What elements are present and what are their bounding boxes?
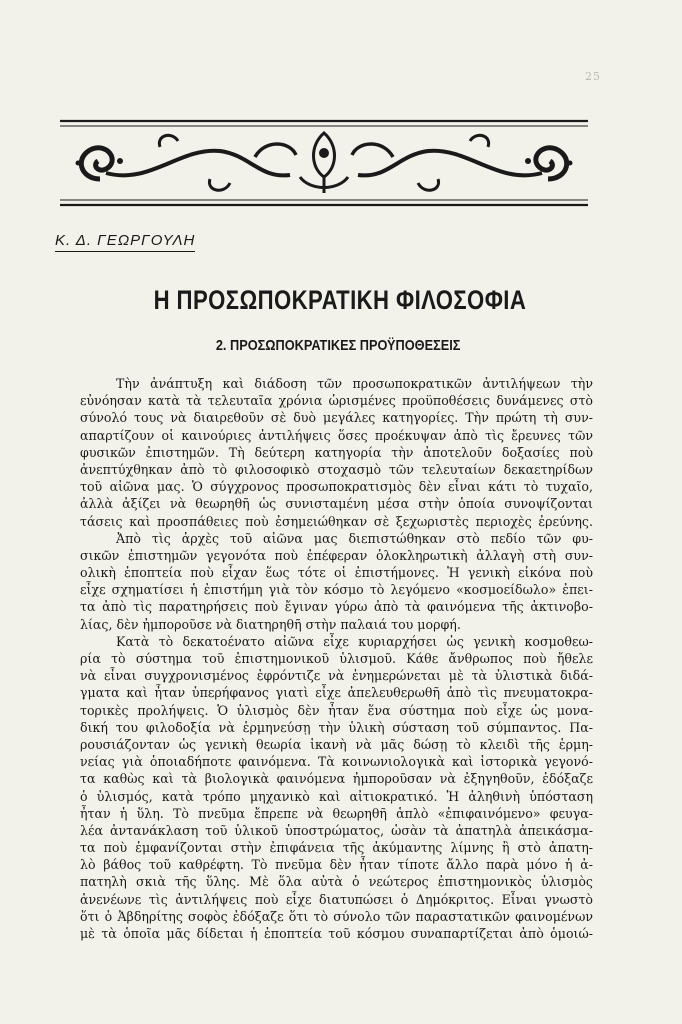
body-line: εἶχε σχηματίσει ἡ ἐπιστήμη γιὰ τὸν κόσμο τὸ λεγόμενο «κοσμοείδωλο» ἐπει- [80, 582, 593, 598]
body-line: ολικὴ ἐποπτεία ποὺ εἶχαν ἕως τότε οἱ ἐπιστήμονες. Ἡ γενικὴ εἰκόνα ποὺ [80, 565, 593, 581]
body-line: λίας, δὲν ἠμποροῦσε νὰ διατηρηθῆ στὴν παλαιά του μορφή. [80, 616, 461, 632]
body-line: νείας γιὰ ὁποιαδήποτε φαινόμενα. Τὰ κοινωνιολογικὰ καὶ ἱστορικὰ γεγονό- [80, 754, 593, 770]
article-title: Η ΠΡΟΣΩΠΟΚΡΑΤΙΚΗ ΦΙΛΟΣΟΦΙΑ [153, 285, 527, 315]
body-line: γματα καὶ ἦταν ὑπερήφανος γιατὶ εἶχε ἀπελευθερωθῆ ἀπὸ τὶς πνευματοκρα- [80, 685, 593, 701]
body-line: ὅτι ὁ Ἀβδηρίτης σοφὸς ἐδόξαζε ὅτι τὸ σύνολο τῶν παραστατικῶν φαινομένων [80, 908, 593, 924]
ornamental-header-icon [60, 117, 588, 209]
body-line: τα ἀπὸ τὶς παρατηρήσεις ποὺ ἔγιναν γύρω ἀπὸ τὰ φαινόμενα τῆς ἀκτινοβο- [80, 599, 593, 615]
body-line: τάσεις καὶ προσπάθειες ποὺ ἐσημειώθηκαν σὲ ξεχωριστὲς περιοχὲς ἐρεύνης. [80, 513, 593, 529]
body-line: Ἀπὸ τὶς ἀρχὲς τοῦ αἰῶνα μας διεπιστώθηκαν στὸ πεδίο τῶν φυ- [116, 530, 593, 546]
body-line: σύνολό τους νὰ διαιρεθοῦν σὲ δυὸ μεγάλες κατηγορίες. Τὴν πρώτη τὴ συν- [80, 410, 593, 426]
body-line: δική του φιλοδοξία νὰ ἑρμηνεύσῃ τὴν ὑλικὴ σύσταση τοῦ σύμπαντος. Πα- [80, 719, 593, 735]
body-line: Τὴν ἀνάπτυξη καὶ διάδοση τῶν προσωποκρατικῶν ἀντιλήψεων τὴν [116, 376, 593, 391]
body-line: τα καθὼς καὶ τὰ βιολογικὰ φαινόμενα ἠμποροῦσαν νὰ ἐξηγηθοῦν, ἐδόξαζε [80, 771, 593, 787]
body-line: τοῦ αἰῶνα μας. Ὁ σύγχρονος προσωποκρατισμὸς δὲν εἶναι κάτι τὸ τυχαῖο, [80, 479, 593, 495]
body-line: πατηλὴ σκιὰ τῆς ὕλης. Μὲ ὅλα αὐτὰ ὁ νεώτερος ἐπιστημονικὸς ὑλισμὸς [80, 874, 593, 890]
body-line: ἀλλὰ ἀξίζει νὰ θεωρηθῆ ὡς συνισταμένη μέσα στὴν ὁποία συνοψίζονται [80, 496, 593, 512]
body-line: ἀνενέωνε τὶς ἀντιλήψεις ποὺ εἶχε διατυπώσει ὁ Δημόκριτος. Εἶναι γνωστὸ [80, 891, 593, 907]
body-line: απαρτίζουν οἱ καινούριες ἀντιλήψεις ὅσες προέκυψαν ἀπὸ τὶς ἔρευνες τῶν [80, 427, 593, 443]
body-line: τορικὲς προλήψεις. Ὁ ὑλισμὸς δὲν ἦταν ἕνα σύστημα ποὺ εἶχε ὡς μονα- [80, 702, 593, 718]
body-line: Κατὰ τὸ δεκατοένατο αἰῶνα εἶχε κυριαρχήσει ὡς γενικὴ κοσμοθεω- [116, 633, 593, 649]
body-line: λὸ βάθος τοῦ καθρέφτη. Τὸ πνεῦμα δὲν ἦταν τίποτε ἄλλο παρὰ μόνο ἡ ἀ- [80, 857, 593, 873]
body-line: ὁ ὑλισμός, κατὰ τρόπο μηχανικὸ καὶ αἰτιοκρατικό. Ἡ ἀληθινὴ ὑπόσταση [80, 788, 593, 804]
body-line: ρουσιάζονταν ὡς γενικὴ θεωρία ἱκανὴ νὰ μᾶς δώσῃ τὸ κλειδὶ τῆς ἑρμη- [80, 736, 593, 752]
body-line: νὰ εἶναι συγχρονισμένος ἐφρόντιζε νὰ ἐνημερώνεται μὲ τὰ ὑλιστικὰ διδά- [80, 668, 593, 684]
page-number: 25 [585, 70, 601, 83]
author-name: Κ. Δ. ΓΕΩΡΓΟΥΛΗ [55, 232, 195, 252]
body-line: τα ποὺ ἐμφανίζονται στὴν ἐπιφάνεια τῆς ἀκύμαντης λίμνης ἢ στὸ ἀπατη- [80, 840, 593, 856]
body-line: λέα ἀντανάκλαση τοῦ ὑλικοῦ ὑποστρώματος, ὡσὰν τὰ ἀπατηλὰ ἀπεικάσμα- [80, 822, 593, 838]
body-line: σικῶν ἐπιστημῶν γεγονότα ποὺ ἐπέφεραν ὁλοκληρωτικὴ ἀλλαγὴ στὴ συν- [80, 547, 593, 563]
section-subtitle: 2. ΠΡΟΣΩΠΟΚΡΑΤΙΚΕΣ ΠΡΟΫΠΟΘΕΣΕΙΣ [215, 337, 461, 354]
body-line: ρία τὸ σύστημα τοῦ ἐπιστημονικοῦ ὑλισμοῦ. Κάθε ἄνθρωπος ποὺ ἤθελε [80, 651, 593, 666]
body-line: εὐνόησαν κατὰ τὰ τελευταῖα χρόνια ὡρισμένες προϋποθέσεις δυνάμενες στὸ [80, 393, 593, 409]
body-line: ἀνεπτύχθηκαν ἀπὸ τὸ φιλοσοφικὸ στοχασμὸ τῶν τελευταίων δεκαετηρίδων [80, 461, 593, 477]
body-line: φυσικῶν ἐπιστημῶν. Τὴ δεύτερη κατηγορία τὴν ἀποτελοῦν δοξασίες ποὺ [80, 444, 593, 460]
body-line: ἦταν ἡ ὕλη. Τὸ πνεῦμα ἔπρεπε νὰ θεωρηθῆ ἁπλὸ «ἐπιφαινόμενο» φευγα- [80, 805, 593, 821]
body-line: μὲ τὰ ὁποῖα μᾶς δίδεται ἡ ἐποπτεία τοῦ κόσμου συναπαρτίζεται ἀπὸ ὁμοιώ- [80, 926, 593, 941]
article-body [80, 375, 593, 942]
